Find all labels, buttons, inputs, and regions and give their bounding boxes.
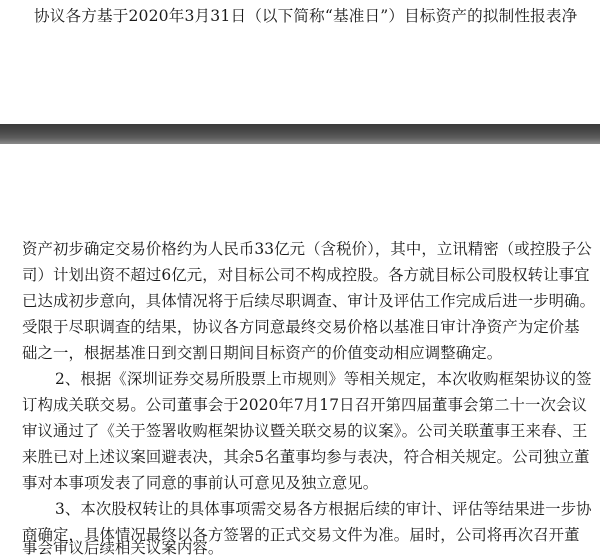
- paragraph-line: 受限于尽职调查的结果，协议各方同意最终交易价格以基准日审计净资产为定价基: [22, 318, 580, 336]
- paragraph-line: 事会审议后续相关议案内容。: [22, 539, 224, 557]
- paragraph-line: 2、根据《深圳证券交易所股票上市规则》等相关规定，本次收购框架协议的签: [55, 370, 592, 388]
- previous-page-last-line: 协议各方基于2020年3月31日（以下简称“基准日”）目标资产的拟制性报表净: [34, 7, 578, 25]
- paragraph-line: 审议通过了《关于签署收购框架协议暨关联交易的议案》。公司关联董事王来春、王: [22, 422, 588, 440]
- paragraph-line: 资产初步确定交易价格约为人民币33亿元（含税价），其中，立讯精密（或控股子公: [22, 240, 592, 258]
- paragraph-line: 来胜已对上述议案回避表决，其余5名董事均参与表决，符合相关规定。公司独立董: [22, 448, 590, 466]
- paragraph-line: 3、本次股权转让的具体事项需交易各方根据后续的审计、评估等结果进一步协: [55, 500, 592, 518]
- previous-page-fragment: [0, 0, 600, 124]
- paragraph-line: 已达成初步意向，具体情况将于后续尽职调查、审计及评估工作完成后进一步明确。: [22, 292, 596, 310]
- paragraph-line: 础之一，根据基准日到交割日期间目标资产的价值变动相应调整确定。: [22, 344, 503, 362]
- paragraph-line: 订构成关联交易。公司董事会于2020年7月17日召开第四届董事会第二十一次会议: [22, 396, 587, 414]
- paragraph-line: 司）计划出资不超过6亿元，对目标公司不构成控股。各方就目标公司股权转让事宜: [22, 266, 590, 284]
- page-break-divider: [0, 124, 600, 144]
- paragraph-line: 商确定，具体情况最终以各方签署的正式交易文件为准。届时，公司将再次召开董: [22, 526, 580, 544]
- current-page: [0, 144, 600, 557]
- paragraph-line: 事对本事项发表了同意的事前认可意见及独立意见。: [22, 474, 379, 492]
